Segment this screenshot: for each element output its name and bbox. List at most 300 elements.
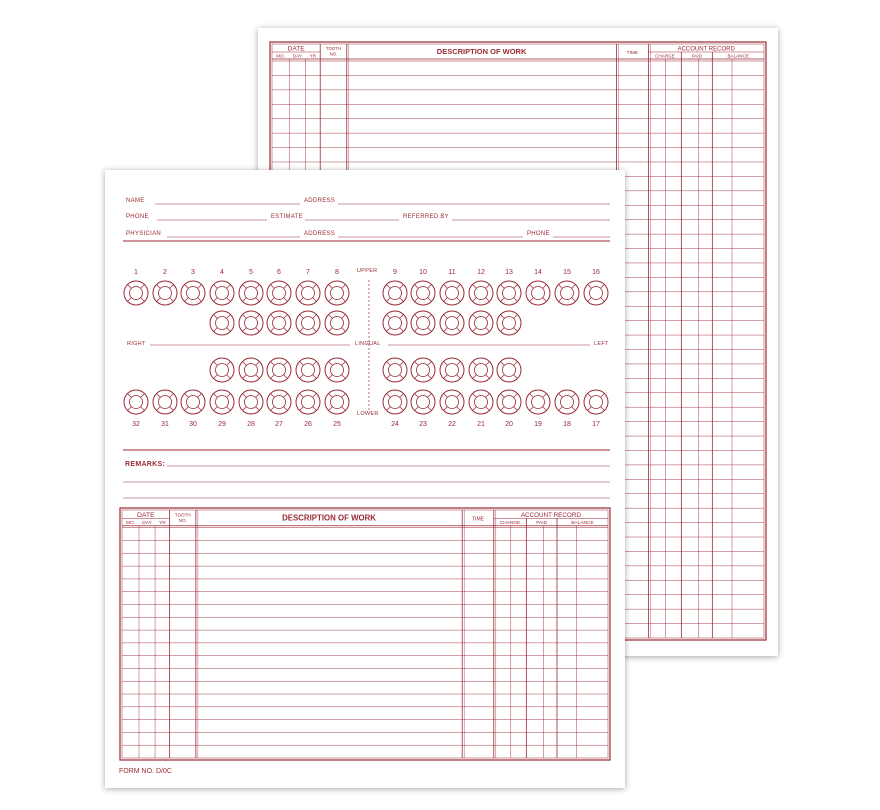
ledger-inner-border <box>122 510 608 758</box>
tooth-lower-lingual-divider <box>444 362 448 366</box>
dental-chart-sheet-front <box>105 170 625 788</box>
tooth-lower-divider <box>486 394 490 398</box>
tooth-number-lower: 27 <box>275 421 283 428</box>
tooth-number-lower: 28 <box>247 421 255 428</box>
tooth-upper-lingual-divider <box>313 315 317 319</box>
tooth-number-upper: 8 <box>335 269 339 276</box>
tooth-lower-divider <box>530 394 534 398</box>
tooth-upper-divider <box>185 285 189 289</box>
tooth-upper-divider <box>501 285 505 289</box>
tooth-lower-inner <box>389 396 402 409</box>
tooth-lower-inner <box>245 396 258 409</box>
tooth-upper-divider <box>227 285 231 289</box>
tooth-upper-lingual-divider <box>214 328 218 332</box>
tooth-header: TOOTH <box>325 46 342 51</box>
tooth-lower-lingual-divider <box>400 362 404 366</box>
tooth-number-lower: 23 <box>419 421 427 428</box>
tooth-upper-inner <box>389 287 402 300</box>
tooth-upper-divider <box>170 285 174 289</box>
tooth-lower-lingual-divider <box>387 362 391 366</box>
tooth-upper-lingual-inner <box>245 317 258 330</box>
tooth-lower-divider <box>514 407 518 411</box>
tooth-lower-divider <box>256 407 260 411</box>
tooth-lower-divider <box>300 407 304 411</box>
tooth-lower-lingual-inner <box>273 364 286 377</box>
tooth-lower-lingual-divider <box>501 375 505 379</box>
tooth-upper-divider <box>400 285 404 289</box>
tooth-upper-divider <box>329 298 333 302</box>
tooth-upper-divider <box>530 285 534 289</box>
tooth-upper-lingual-divider <box>227 328 231 332</box>
tooth-upper-divider <box>243 285 247 289</box>
tooth-lower-inner <box>273 396 286 409</box>
tooth-lower-lingual-divider <box>486 375 490 379</box>
tooth-lower-lingual-divider <box>428 362 432 366</box>
tooth-upper-divider <box>444 285 448 289</box>
tooth-upper-lingual-divider <box>514 328 518 332</box>
tooth-lower-divider <box>387 407 391 411</box>
tooth-lower-divider <box>227 407 231 411</box>
tooth-upper-divider <box>214 298 218 302</box>
tooth-lower-divider <box>243 394 247 398</box>
tooth-upper-divider <box>313 285 317 289</box>
mo-header: MO. <box>276 53 285 59</box>
tooth-upper-lingual-divider <box>444 315 448 319</box>
tooth-lower-divider <box>415 394 419 398</box>
tooth-upper-inner <box>273 287 286 300</box>
tooth-upper-lingual-inner <box>302 317 315 330</box>
tooth-upper-lingual-divider <box>457 328 461 332</box>
tooth-upper-divider <box>256 285 260 289</box>
tooth-upper-lingual-divider <box>214 315 218 319</box>
tooth-number-upper: 11 <box>448 269 456 276</box>
tooth-upper-divider <box>514 298 518 302</box>
tooth-upper-lingual-divider <box>271 315 275 319</box>
tooth-lower-lingual-inner <box>475 364 488 377</box>
tooth-upper-divider <box>198 298 202 302</box>
tooth-lower-lingual-inner <box>446 364 459 377</box>
tooth-upper-lingual-divider <box>256 315 260 319</box>
tooth-lower-lingual-divider <box>400 375 404 379</box>
tooth-lower-lingual-divider <box>300 375 304 379</box>
tooth-upper-divider <box>170 298 174 302</box>
tooth-lower-lingual-divider <box>486 362 490 366</box>
tooth-upper-divider <box>588 298 592 302</box>
tooth-number-upper: 15 <box>563 269 571 276</box>
tooth-upper-lingual-divider <box>415 328 419 332</box>
tooth-lower-lingual-divider <box>457 362 461 366</box>
tooth-lower-divider <box>530 407 534 411</box>
tooth-number-upper: 7 <box>306 269 310 276</box>
tooth-upper-lingual-divider <box>387 315 391 319</box>
tooth-lower-divider <box>284 394 288 398</box>
tooth-upper-divider <box>415 285 419 289</box>
tooth-lower-lingual-divider <box>313 375 317 379</box>
tooth-upper-divider <box>284 298 288 302</box>
tooth-lower-divider <box>157 394 161 398</box>
tooth-upper-divider <box>572 285 576 289</box>
tooth-upper-divider <box>387 298 391 302</box>
tooth-upper-divider <box>185 298 189 302</box>
tooth-lower-lingual-divider <box>428 375 432 379</box>
tooth-upper-divider <box>473 298 477 302</box>
tooth-upper-lingual-inner <box>417 317 430 330</box>
tooth-lower-divider <box>486 407 490 411</box>
tooth-upper-lingual-divider <box>514 315 518 319</box>
tooth-upper-divider <box>530 298 534 302</box>
tooth-lower-inner <box>216 396 229 409</box>
tooth-upper-lingual-divider <box>486 315 490 319</box>
tooth-number-upper: 4 <box>220 269 224 276</box>
tooth-lower-lingual-divider <box>300 362 304 366</box>
tooth-number-upper: 9 <box>393 269 397 276</box>
tooth-lower-divider <box>227 394 231 398</box>
tooth-upper-lingual-inner <box>503 317 516 330</box>
tooth-lower-lingual-divider <box>243 362 247 366</box>
tooth-lower-lingual-divider <box>271 362 275 366</box>
tooth-number-lower: 18 <box>563 421 571 428</box>
estimate-label: ESTIMATE <box>271 214 303 220</box>
tooth-number-lower: 21 <box>477 421 485 428</box>
tooth-lower-inner <box>561 396 574 409</box>
tooth-number-lower: 22 <box>448 421 456 428</box>
tooth-lower-inner <box>532 396 545 409</box>
tooth-upper-divider <box>313 298 317 302</box>
tooth-upper-divider <box>387 285 391 289</box>
remarks-label: REMARKS: <box>125 461 166 468</box>
tooth-upper-divider <box>198 285 202 289</box>
tooth-upper-lingual-inner <box>446 317 459 330</box>
tooth-lower-divider <box>572 407 576 411</box>
tooth-upper-divider <box>559 285 563 289</box>
tooth-lower-lingual-divider <box>256 375 260 379</box>
tooth-upper-lingual-inner <box>475 317 488 330</box>
tooth-lower-inner <box>130 396 143 409</box>
tooth-upper-lingual-divider <box>428 328 432 332</box>
tooth-lower-divider <box>473 407 477 411</box>
tooth-lower-divider <box>601 394 605 398</box>
tooth-number-lower: 29 <box>218 421 226 428</box>
name-label: NAME <box>126 198 145 204</box>
tooth-upper-inner <box>130 287 143 300</box>
tooth-lower-lingual-divider <box>329 362 333 366</box>
tooth-upper-divider <box>572 298 576 302</box>
left-label: LEFT <box>594 341 609 347</box>
tooth-upper-divider <box>243 298 247 302</box>
tooth-upper-inner <box>503 287 516 300</box>
tooth-number-upper: 1 <box>134 269 138 276</box>
tooth-upper-divider <box>559 298 563 302</box>
tooth-upper-divider <box>141 285 145 289</box>
tooth-lower-divider <box>141 394 145 398</box>
tooth-upper-lingual-divider <box>486 328 490 332</box>
tooth-lower-lingual-divider <box>473 362 477 366</box>
tooth-lower-lingual-inner <box>417 364 430 377</box>
tooth-lower-divider <box>559 407 563 411</box>
tooth-upper-lingual-divider <box>400 315 404 319</box>
tooth-upper-divider <box>284 285 288 289</box>
tooth-lower-divider <box>473 394 477 398</box>
tooth-upper-divider <box>486 298 490 302</box>
tooth-number-upper: 5 <box>249 269 253 276</box>
tooth-upper-divider <box>271 298 275 302</box>
description-header: DESCRIPTION OF WORK <box>282 513 376 523</box>
tooth-lower-divider <box>271 394 275 398</box>
tooth-upper-lingual-divider <box>457 315 461 319</box>
tooth-upper-lingual-divider <box>227 315 231 319</box>
tooth-lower-lingual-divider <box>342 375 346 379</box>
tooth-lower-divider <box>342 394 346 398</box>
tooth-upper-lingual-divider <box>501 315 505 319</box>
tooth-lower-divider <box>128 407 132 411</box>
tooth-number-lower: 17 <box>592 421 600 428</box>
tooth-lower-divider <box>444 407 448 411</box>
tooth-upper-lingual-divider <box>444 328 448 332</box>
tooth-number-lower: 25 <box>333 421 341 428</box>
tooth-upper-divider <box>342 285 346 289</box>
paid-header: PAID <box>691 53 703 59</box>
tooth-upper-lingual-divider <box>271 328 275 332</box>
tooth-lower-divider <box>313 407 317 411</box>
tooth-upper-inner <box>159 287 172 300</box>
tooth-upper-divider <box>501 298 505 302</box>
tooth-lower-lingual-divider <box>444 375 448 379</box>
tooth-upper-divider <box>342 298 346 302</box>
tooth-lower-inner <box>187 396 200 409</box>
tooth-upper-inner <box>532 287 545 300</box>
description-header: DESCRIPTION OF WORK <box>436 47 527 56</box>
tooth-upper-inner <box>475 287 488 300</box>
tooth-lower-divider <box>214 407 218 411</box>
tooth-upper-lingual-divider <box>329 315 333 319</box>
tooth-no-header: NO. <box>329 51 338 57</box>
tooth-lower-divider <box>457 394 461 398</box>
tooth-lower-lingual-divider <box>284 362 288 366</box>
front-form-graphics <box>105 170 625 788</box>
tooth-lower-divider <box>514 394 518 398</box>
tooth-upper-lingual-divider <box>329 328 333 332</box>
tooth-lower-divider <box>256 394 260 398</box>
tooth-upper-divider <box>486 285 490 289</box>
tooth-lower-divider <box>170 407 174 411</box>
tooth-lower-inner <box>159 396 172 409</box>
tooth-lower-lingual-divider <box>227 375 231 379</box>
tooth-upper-divider <box>601 285 605 289</box>
tooth-upper-divider <box>141 298 145 302</box>
tooth-lower-divider <box>387 394 391 398</box>
tooth-upper-divider <box>128 285 132 289</box>
tooth-upper-lingual-divider <box>243 315 247 319</box>
tooth-lower-divider <box>400 394 404 398</box>
tooth-upper-lingual-divider <box>428 315 432 319</box>
tooth-upper-divider <box>514 285 518 289</box>
tooth-upper-divider <box>157 298 161 302</box>
tooth-no-header: NO. <box>178 518 187 524</box>
tooth-upper-lingual-divider <box>473 328 477 332</box>
tooth-lower-inner <box>331 396 344 409</box>
tooth-number-lower: 26 <box>304 421 312 428</box>
tooth-header: TOOTH <box>174 512 191 518</box>
tooth-lower-lingual-inner <box>216 364 229 377</box>
tooth-lower-divider <box>300 394 304 398</box>
tooth-number-upper: 10 <box>419 269 427 276</box>
tooth-lower-lingual-divider <box>214 362 218 366</box>
tooth-lower-divider <box>572 394 576 398</box>
tooth-lower-lingual-divider <box>271 375 275 379</box>
tooth-upper-inner <box>245 287 258 300</box>
address-label: ADDRESS <box>304 198 336 204</box>
tooth-upper-lingual-inner <box>389 317 402 330</box>
tooth-number-upper: 6 <box>277 269 281 276</box>
tooth-lower-divider <box>141 407 145 411</box>
tooth-lower-divider <box>588 394 592 398</box>
tooth-lower-lingual-divider <box>415 375 419 379</box>
tooth-lower-divider <box>501 394 505 398</box>
tooth-lower-inner <box>302 396 315 409</box>
tooth-upper-divider <box>256 298 260 302</box>
tooth-lower-divider <box>444 394 448 398</box>
tooth-upper-divider <box>543 285 547 289</box>
charge-header: CHARGE <box>655 53 675 59</box>
tooth-lower-divider <box>415 407 419 411</box>
date-header: DATE <box>287 45 305 53</box>
mo-header: MO. <box>125 521 136 527</box>
tooth-number-lower: 19 <box>534 421 542 428</box>
tooth-lower-divider <box>284 407 288 411</box>
tooth-lower-divider <box>198 407 202 411</box>
tooth-upper-lingual-inner <box>216 317 229 330</box>
tooth-upper-divider <box>457 285 461 289</box>
tooth-lower-lingual-divider <box>514 375 518 379</box>
tooth-upper-divider <box>473 285 477 289</box>
tooth-lower-divider <box>428 394 432 398</box>
tooth-lower-divider <box>198 394 202 398</box>
physician-label: PHYSICIAN <box>126 231 162 237</box>
tooth-upper-lingual-divider <box>284 315 288 319</box>
tooth-lower-divider <box>185 407 189 411</box>
day-header: DAY <box>142 521 152 527</box>
tooth-number-lower: 31 <box>161 421 169 428</box>
tooth-upper-divider <box>428 285 432 289</box>
tooth-upper-divider <box>157 285 161 289</box>
tooth-lower-divider <box>329 407 333 411</box>
tooth-upper-divider <box>329 285 333 289</box>
physician-phone-label: PHONE <box>527 231 550 237</box>
form-number: FORM NO. D/0C <box>119 768 172 775</box>
tooth-upper-divider <box>400 298 404 302</box>
tooth-upper-lingual-divider <box>342 328 346 332</box>
tooth-upper-divider <box>457 298 461 302</box>
tooth-lower-inner <box>590 396 603 409</box>
account-record-header: ACCOUNT RECORD <box>520 511 581 519</box>
lingual-label: LINGUAL <box>355 341 381 347</box>
tooth-upper-divider <box>601 298 605 302</box>
tooth-number-lower: 24 <box>391 421 399 428</box>
tooth-upper-lingual-divider <box>501 328 505 332</box>
tooth-lower-lingual-divider <box>256 362 260 366</box>
tooth-upper-divider <box>214 285 218 289</box>
tooth-number-lower: 32 <box>132 421 140 428</box>
tooth-upper-divider <box>428 298 432 302</box>
account-record-header: ACCOUNT RECORD <box>677 46 735 53</box>
tooth-upper-lingual-divider <box>243 328 247 332</box>
tooth-upper-lingual-inner <box>331 317 344 330</box>
tooth-number-lower: 30 <box>189 421 197 428</box>
tooth-lower-divider <box>543 394 547 398</box>
tooth-lower-lingual-divider <box>243 375 247 379</box>
tooth-lower-lingual-divider <box>415 362 419 366</box>
tooth-upper-divider <box>227 298 231 302</box>
tooth-lower-lingual-divider <box>227 362 231 366</box>
yr-header: YR <box>158 521 166 527</box>
tooth-lower-divider <box>157 407 161 411</box>
tooth-upper-divider <box>444 298 448 302</box>
tooth-upper-inner <box>417 287 430 300</box>
tooth-lower-lingual-divider <box>214 375 218 379</box>
tooth-number-upper: 12 <box>477 269 485 276</box>
time-header: TIME <box>471 516 485 523</box>
upper-label: UPPER <box>357 268 378 274</box>
tooth-lower-inner <box>446 396 459 409</box>
paid-header: PAID <box>536 521 548 527</box>
tooth-upper-lingual-divider <box>313 328 317 332</box>
tooth-upper-lingual-divider <box>400 328 404 332</box>
tooth-lower-divider <box>243 407 247 411</box>
phone-label: PHONE <box>126 214 149 220</box>
tooth-lower-divider <box>400 407 404 411</box>
tooth-upper-lingual-divider <box>415 315 419 319</box>
tooth-lower-divider <box>588 407 592 411</box>
tooth-lower-divider <box>543 407 547 411</box>
tooth-lower-inner <box>503 396 516 409</box>
referred-by-label: REFERRED BY <box>403 214 449 220</box>
tooth-number-upper: 2 <box>163 269 167 276</box>
tooth-upper-lingual-divider <box>473 315 477 319</box>
tooth-upper-lingual-inner <box>273 317 286 330</box>
tooth-lower-divider <box>185 394 189 398</box>
tooth-number-upper: 13 <box>505 269 513 276</box>
tooth-lower-divider <box>601 407 605 411</box>
tooth-lower-inner <box>475 396 488 409</box>
tooth-lower-lingual-divider <box>342 362 346 366</box>
tooth-lower-lingual-divider <box>313 362 317 366</box>
tooth-lower-lingual-divider <box>284 375 288 379</box>
tooth-lower-inner <box>417 396 430 409</box>
tooth-lower-lingual-divider <box>501 362 505 366</box>
tooth-upper-lingual-divider <box>284 328 288 332</box>
physician-address-label: ADDRESS <box>304 231 336 237</box>
tooth-lower-divider <box>457 407 461 411</box>
tooth-lower-lingual-inner <box>245 364 258 377</box>
tooth-lower-lingual-divider <box>329 375 333 379</box>
tooth-lower-divider <box>128 394 132 398</box>
tooth-upper-divider <box>588 285 592 289</box>
tooth-lower-lingual-inner <box>503 364 516 377</box>
tooth-number-upper: 16 <box>592 269 600 276</box>
tooth-number-upper: 14 <box>534 269 542 276</box>
tooth-upper-divider <box>128 298 132 302</box>
tooth-upper-inner <box>331 287 344 300</box>
balance-header: BALANCE <box>727 53 749 59</box>
tooth-upper-inner <box>446 287 459 300</box>
tooth-upper-inner <box>590 287 603 300</box>
tooth-number-lower: 20 <box>505 421 513 428</box>
tooth-lower-lingual-inner <box>302 364 315 377</box>
tooth-upper-inner <box>302 287 315 300</box>
tooth-lower-divider <box>559 394 563 398</box>
tooth-upper-lingual-divider <box>342 315 346 319</box>
tooth-lower-divider <box>313 394 317 398</box>
